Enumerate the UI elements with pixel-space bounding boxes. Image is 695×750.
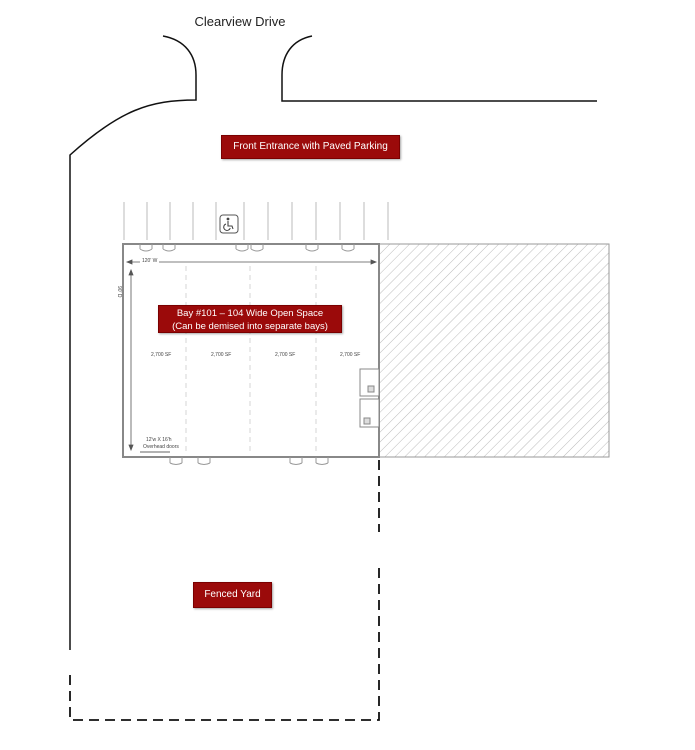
adjacent-building bbox=[379, 244, 609, 457]
door-note-line2: Overhead doors bbox=[143, 444, 179, 450]
road-edge-right bbox=[282, 36, 597, 101]
bay-dividers bbox=[186, 266, 316, 452]
bay-callout bbox=[158, 305, 342, 333]
front-doors bbox=[140, 244, 354, 251]
width-dimension-label: 120' W bbox=[142, 258, 158, 264]
building-outline bbox=[123, 244, 379, 457]
bay-area-3: 2,700 SF bbox=[275, 352, 296, 358]
wheelchair-icon bbox=[220, 215, 238, 233]
front-entrance-callout: Front Entrance with Paved Parking bbox=[221, 135, 400, 159]
bay-area-4: 2,700 SF bbox=[340, 352, 361, 358]
depth-dimension-label: 90' D bbox=[116, 286, 122, 298]
restrooms bbox=[360, 369, 379, 427]
fenced-yard-callout: Fenced Yard bbox=[193, 582, 272, 608]
depth-dimension bbox=[129, 270, 133, 450]
bay-callout-line2: (Can be demised into separate bays) bbox=[172, 321, 328, 332]
bay-area-1: 2,700 SF bbox=[151, 352, 172, 358]
door-note-line1: 12'w X 16'h bbox=[146, 437, 172, 443]
rear-overhead-doors bbox=[170, 457, 328, 465]
road-edge-left bbox=[70, 36, 196, 650]
bay-callout-line1: Bay #101 – 104 Wide Open Space bbox=[176, 308, 324, 319]
street-name: Clearview Drive bbox=[194, 14, 286, 29]
width-dimension bbox=[127, 260, 376, 264]
parking-stalls bbox=[124, 202, 388, 240]
bay-area-2: 2,700 SF bbox=[211, 352, 232, 358]
